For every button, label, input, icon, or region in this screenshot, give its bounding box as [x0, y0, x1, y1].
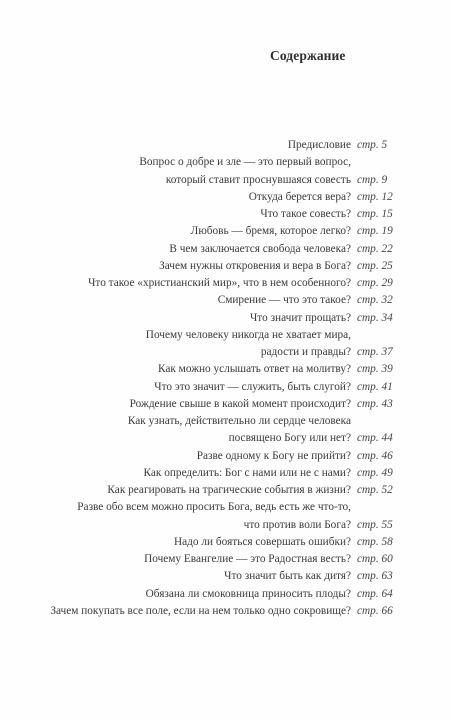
toc-entry-title: Как узнать, действительно ли сердце человека: [127, 415, 351, 427]
toc-entry-page: стр. 39: [357, 363, 393, 376]
toc-entry-page: стр. 32: [357, 294, 393, 307]
toc-entry-page: стр. 25: [357, 259, 393, 272]
toc-entry-title: Что это значит — служить, быть слугой?: [154, 380, 351, 393]
toc-entry-page: стр. 44: [357, 432, 393, 445]
toc-row: [0, 241, 450, 258]
toc-row: [0, 465, 450, 482]
toc-row: [0, 310, 450, 327]
toc-row: [0, 396, 450, 413]
toc-entry-page: стр. 37: [357, 346, 393, 358]
toc-entry-title: Почему человеку никогда не хватает мира,: [145, 328, 351, 341]
toc-entry-page: стр. 64: [357, 587, 393, 600]
toc-entry-page: стр. 29: [357, 277, 393, 289]
toc-row: [0, 223, 450, 240]
toc-entry-title: который ставит проснувшаяся совесть: [165, 173, 351, 186]
toc-row: [0, 344, 450, 361]
toc-entry-page: стр. 58: [357, 535, 393, 548]
toc-row: [0, 327, 450, 344]
toc-entry-page: стр. 46: [357, 449, 393, 462]
toc-entry-title: Надо ли бояться совершать ошибки?: [173, 535, 351, 548]
toc-row: [0, 258, 450, 275]
toc-row: [0, 154, 450, 171]
toc-entry-page: стр. 22: [357, 242, 393, 255]
toc-row: [0, 379, 450, 396]
toc-row: [0, 172, 450, 189]
toc-entry-page: стр. 15: [357, 208, 393, 220]
toc-entry-title: Смирение — что это такое?: [217, 294, 351, 307]
toc-row: [0, 482, 450, 499]
toc-entry-page: стр. 52: [357, 484, 393, 496]
toc-row: [0, 517, 450, 534]
toc-entry-title: Что такое «христианский мир», что в нем особенного?: [88, 277, 351, 289]
toc-row: [0, 430, 450, 447]
toc-entry-page: стр. 60: [357, 553, 393, 565]
toc-entry-page: стр. 49: [357, 466, 393, 479]
toc-entry-title: Почему Евангелие — это Радостная весть?: [144, 553, 351, 565]
toc-entry-title: Как определить: Бог с нами или не с нами?: [143, 466, 351, 479]
toc-entry-title: Разве обо всем можно просить Бога, ведь есть же что-то,: [77, 501, 351, 514]
toc-row: [0, 448, 450, 465]
toc-entry-page: стр. 19: [357, 225, 393, 238]
toc-entry-title: что против воли Бога?: [243, 518, 351, 531]
toc-entry-page: стр. 5: [357, 139, 388, 151]
toc-row: [0, 551, 450, 568]
toc-entry-title: Откуда берется вера?: [248, 190, 351, 203]
toc-entry-title: радости и правды?: [260, 346, 351, 358]
toc-entry-title: Вопрос о добре и зле — это первый вопрос,: [139, 156, 351, 169]
toc-entry-title: Разве одному к Богу не прийти?: [196, 449, 351, 462]
toc-entry-title: В чем заключается свобода человека?: [169, 242, 351, 255]
toc-entry-title: Что значит быть как дитя?: [224, 570, 351, 583]
toc-entry-title: Как реагировать на трагические события в жизни?: [107, 484, 351, 496]
toc-row: [0, 189, 450, 206]
toc-row: [0, 534, 450, 551]
toc-entry-title: Как можно услышать ответ на молитву?: [157, 363, 351, 376]
toc-entry-page: стр. 12: [357, 190, 393, 203]
toc-row: [0, 603, 450, 620]
toc-entry-title: Любовь — бремя, которое легко?: [190, 225, 351, 238]
toc-row: [0, 499, 450, 516]
toc-entry-page: стр. 34: [357, 311, 393, 324]
toc-entry-title: Что такое совесть?: [260, 208, 351, 220]
toc-entry-title: Зачем покупать все поле, если на нем только одно сокровище?: [50, 604, 351, 617]
toc-row: [0, 361, 450, 378]
toc-entry-page: стр. 55: [357, 518, 393, 531]
toc-entry-page: стр. 63: [357, 570, 393, 583]
toc-row: [0, 586, 450, 603]
toc-row: [0, 275, 450, 292]
toc-entry-title: Зачем нужны откровения и вера в Бога?: [159, 259, 351, 272]
toc-row: [0, 413, 450, 430]
toc-row: [0, 137, 450, 154]
toc-entry-title: Предисловие: [287, 139, 351, 151]
toc-entry-page: стр. 43: [357, 397, 393, 410]
table-of-contents: [0, 137, 450, 620]
toc-entry-title: Обязана ли смоковница приносить плоды?: [145, 587, 351, 600]
toc-entry-title: Рождение свыше в какой момент происходит?: [129, 397, 351, 410]
toc-row: [0, 206, 450, 223]
toc-entry-title: Что значит прощать?: [249, 311, 351, 324]
toc-entry-page: стр. 66: [357, 604, 393, 617]
toc-row: [0, 568, 450, 585]
toc-entry-page: стр. 9: [357, 173, 388, 186]
toc-row: [0, 292, 450, 309]
toc-entry-page: стр. 41: [357, 380, 393, 393]
page-title: Содержание: [270, 48, 346, 63]
toc-entry-title: посвящено Богу или нет?: [228, 432, 351, 445]
